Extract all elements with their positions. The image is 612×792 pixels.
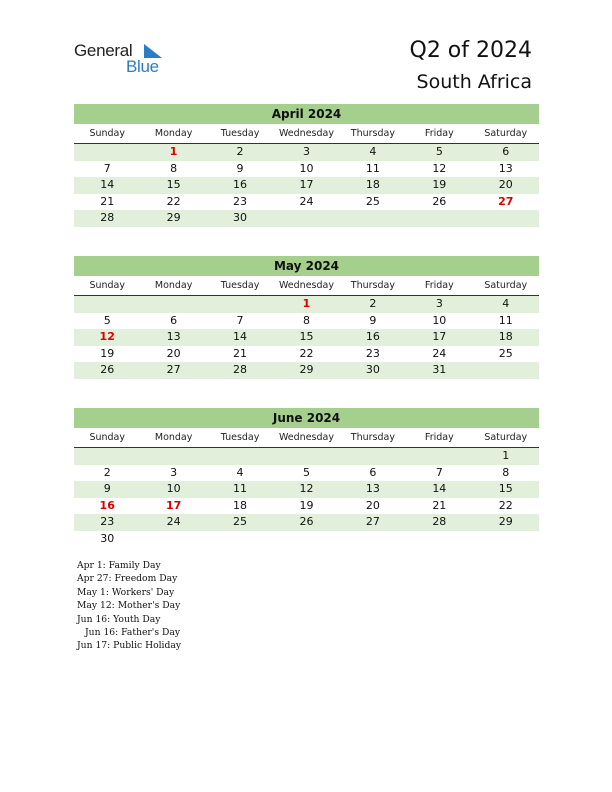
- day-cell: 7: [236, 313, 244, 327]
- day-cell: [340, 531, 406, 548]
- day-cell: 10: [432, 313, 447, 327]
- day-cell: 4: [502, 297, 510, 310]
- day-cell: 18: [498, 330, 513, 344]
- day-cell: 5: [302, 465, 310, 479]
- day-cell: 25: [365, 194, 380, 208]
- week-row: [74, 514, 539, 531]
- day-cell: [140, 531, 206, 548]
- day-cell: 5: [103, 313, 111, 327]
- day-cell: [406, 210, 472, 227]
- day-cell: [207, 531, 273, 548]
- day-cell: 19: [299, 498, 314, 512]
- day-cell: 19: [432, 178, 447, 192]
- week-row: [74, 481, 539, 498]
- day-cell: [140, 448, 206, 465]
- weekday-label: Thursday: [350, 432, 395, 443]
- month-title: June 2024: [74, 408, 539, 428]
- day-cell: [473, 362, 539, 379]
- day-cell: 9: [103, 482, 111, 496]
- day-cell: 11: [498, 313, 513, 327]
- weekday-label: Saturday: [484, 128, 528, 139]
- day-cell: 14: [432, 482, 447, 496]
- day-cell: 29: [166, 211, 181, 225]
- holiday-note: May 12: Mother's Day: [77, 600, 181, 612]
- day-cell: 15: [498, 482, 513, 496]
- month-title: May 2024: [74, 256, 539, 276]
- day-cell: 12: [432, 161, 447, 175]
- day-cell: 8: [170, 161, 178, 175]
- week-row: [74, 362, 539, 379]
- week-row: [74, 296, 539, 313]
- weekday-label: Saturday: [484, 280, 528, 291]
- holiday-note: Apr 1: Family Day: [77, 560, 161, 571]
- day-cell: 4: [369, 145, 377, 158]
- holiday-note: May 1: Workers' Day: [77, 586, 175, 598]
- week-row: [74, 144, 539, 161]
- day-cell: 15: [166, 178, 181, 192]
- country-name: South Africa: [416, 71, 532, 93]
- holiday-note: Jun 16: Youth Day: [77, 613, 161, 625]
- day-cell: 9: [369, 313, 377, 327]
- day-cell: 28: [100, 211, 115, 225]
- day-cell: 27: [498, 194, 514, 208]
- day-cell: 3: [170, 465, 178, 479]
- day-cell: [74, 448, 140, 465]
- day-cell: 26: [299, 515, 314, 529]
- day-cell: 25: [233, 515, 248, 529]
- day-cell: 22: [299, 346, 314, 360]
- day-cell: 24: [166, 515, 181, 529]
- day-cell: [207, 448, 273, 465]
- day-cell: 2: [236, 145, 244, 158]
- day-cell: 21: [100, 194, 115, 208]
- week-row: [74, 465, 539, 482]
- day-cell: 13: [498, 161, 513, 175]
- day-cell: 5: [435, 145, 443, 158]
- day-cell: 8: [302, 313, 310, 327]
- weekday-label: Friday: [424, 128, 454, 139]
- day-cell: 28: [432, 515, 447, 529]
- day-cell: 21: [432, 498, 447, 512]
- day-cell: 23: [365, 346, 380, 360]
- day-cell: 23: [233, 194, 248, 208]
- page-title: Q2 of 2024: [409, 38, 532, 63]
- day-cell: [273, 210, 339, 227]
- day-cell: 15: [299, 330, 314, 344]
- day-cell: 20: [365, 498, 380, 512]
- weekday-header-row: [74, 428, 539, 448]
- day-cell: 12: [99, 330, 115, 344]
- weekday-label: Wednesday: [278, 128, 334, 139]
- week-row: [74, 448, 539, 465]
- weekday-label: Thursday: [350, 128, 395, 139]
- day-cell: 21: [233, 346, 248, 360]
- day-cell: [340, 210, 406, 227]
- day-cell: 2: [103, 465, 111, 479]
- day-cell: [406, 448, 472, 465]
- day-cell: [406, 531, 472, 548]
- day-cell: 20: [498, 178, 513, 192]
- holiday-note: Apr 27: Freedom Day: [77, 573, 178, 585]
- week-row: [74, 177, 539, 194]
- day-cell: 27: [365, 515, 380, 529]
- day-cell: 3: [435, 297, 443, 310]
- day-cell: 7: [435, 465, 443, 479]
- day-cell: 16: [233, 178, 248, 192]
- day-cell: 17: [165, 498, 182, 512]
- generalblue-logo: [74, 41, 174, 77]
- day-cell: 17: [432, 330, 447, 344]
- day-cell: 19: [100, 346, 115, 360]
- weekday-label: Friday: [424, 280, 454, 291]
- holiday-note: Jun 17: Public Holiday: [77, 640, 182, 652]
- day-cell: [140, 296, 206, 313]
- day-cell: [74, 144, 140, 161]
- day-cell: 13: [365, 482, 380, 496]
- week-row: [74, 313, 539, 330]
- day-cell: 11: [233, 482, 248, 496]
- logo-text-blue: Blue: [126, 57, 159, 76]
- day-cell: 13: [166, 330, 181, 344]
- day-cell: 24: [432, 346, 447, 360]
- day-cell: 4: [236, 465, 244, 479]
- weekday-label: Tuesday: [220, 432, 260, 443]
- day-cell: 30: [365, 363, 380, 377]
- day-cell: 1: [169, 145, 178, 158]
- day-cell: [473, 531, 539, 548]
- week-row: [74, 531, 539, 548]
- week-row: [74, 161, 539, 178]
- day-cell: 27: [166, 363, 181, 377]
- day-cell: [207, 296, 273, 313]
- day-cell: 26: [432, 194, 447, 208]
- day-cell: [273, 531, 339, 548]
- day-cell: 31: [432, 363, 447, 377]
- weekday-label: Tuesday: [220, 280, 260, 291]
- day-cell: 24: [299, 194, 314, 208]
- day-cell: 22: [166, 194, 181, 208]
- day-cell: 9: [236, 161, 244, 175]
- day-cell: 10: [299, 161, 314, 175]
- day-cell: 25: [498, 346, 513, 360]
- day-cell: 2: [369, 297, 377, 310]
- weekday-label: Monday: [154, 432, 193, 443]
- day-cell: [74, 296, 140, 313]
- day-cell: 18: [365, 178, 380, 192]
- day-cell: 14: [100, 178, 115, 192]
- day-cell: 18: [233, 498, 248, 512]
- day-cell: 29: [299, 363, 314, 377]
- weekday-header-row: [74, 276, 539, 296]
- weekday-label: Friday: [424, 432, 454, 443]
- day-cell: 3: [302, 145, 310, 158]
- weekday-label: Monday: [154, 128, 193, 139]
- day-cell: 22: [498, 498, 513, 512]
- day-cell: 6: [369, 465, 377, 479]
- week-row: [74, 329, 539, 346]
- day-cell: 16: [99, 498, 115, 512]
- day-cell: 8: [502, 465, 510, 479]
- day-cell: 30: [233, 211, 248, 225]
- weekday-label: Monday: [154, 280, 193, 291]
- weekday-label: Saturday: [484, 432, 528, 443]
- day-cell: 28: [233, 363, 248, 377]
- logo-text-general: General: [74, 41, 133, 60]
- week-row: [74, 346, 539, 363]
- weekday-label: Thursday: [350, 280, 395, 291]
- day-cell: 10: [166, 482, 181, 496]
- day-cell: 6: [170, 313, 178, 327]
- weekday-label: Wednesday: [278, 280, 334, 291]
- day-cell: 17: [299, 178, 314, 192]
- day-cell: [473, 210, 539, 227]
- day-cell: 6: [502, 145, 510, 158]
- weekday-label: Sunday: [89, 280, 125, 291]
- weekday-label: Sunday: [89, 128, 125, 139]
- day-cell: 12: [299, 482, 314, 496]
- weekday-label: Wednesday: [278, 432, 334, 443]
- month-calendar: [74, 408, 539, 548]
- day-cell: 29: [498, 515, 513, 529]
- holiday-notes: [77, 559, 181, 653]
- day-cell: 26: [100, 363, 115, 377]
- week-row: [74, 498, 539, 515]
- day-cell: 1: [502, 449, 510, 462]
- day-cell: 16: [365, 330, 380, 344]
- month-title: April 2024: [74, 104, 539, 124]
- day-cell: 23: [100, 515, 115, 529]
- weekday-header-row: [74, 124, 539, 144]
- week-row: [74, 194, 539, 211]
- month-calendar: [74, 256, 539, 379]
- week-row: [74, 210, 539, 227]
- day-cell: [340, 448, 406, 465]
- day-cell: 20: [166, 346, 181, 360]
- holiday-note: Jun 16: Father's Day: [85, 626, 181, 638]
- weekday-label: Tuesday: [220, 128, 260, 139]
- day-cell: 30: [100, 531, 115, 545]
- weekday-label: Sunday: [89, 432, 125, 443]
- day-cell: 11: [365, 161, 380, 175]
- day-cell: 7: [103, 161, 111, 175]
- month-calendar: [74, 104, 539, 227]
- day-cell: [273, 448, 339, 465]
- day-cell: 1: [302, 297, 311, 310]
- day-cell: 14: [233, 330, 248, 344]
